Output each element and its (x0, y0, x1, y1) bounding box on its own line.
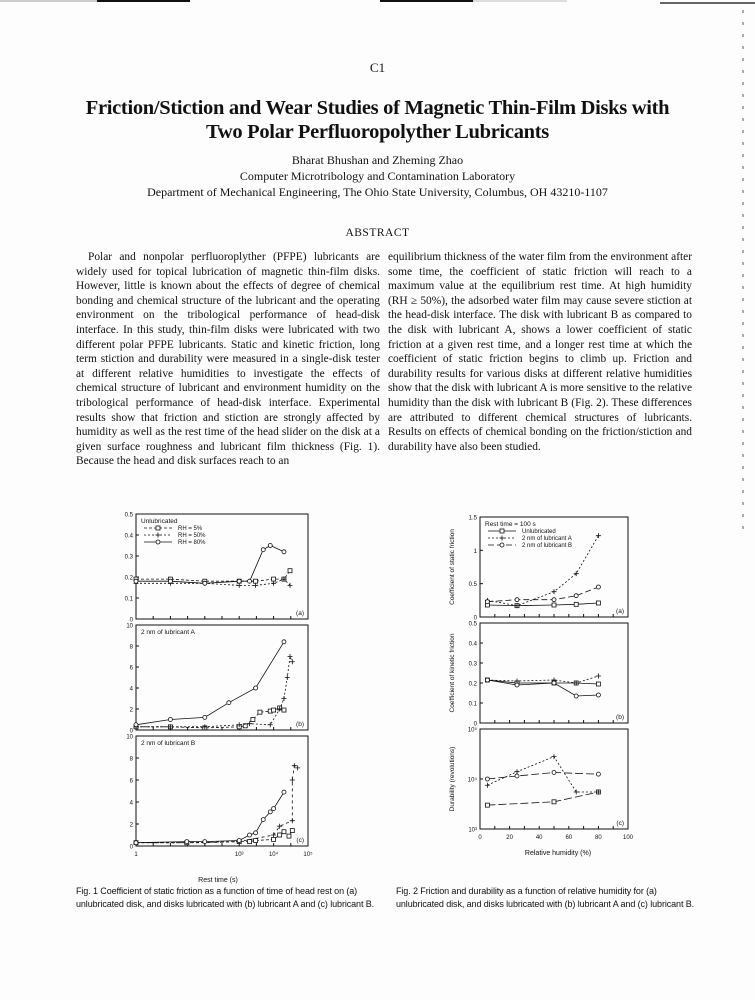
series-line (487, 757, 598, 792)
square-marker-icon (596, 601, 600, 605)
panel-label: (a) (616, 608, 624, 615)
y-tick-label: 0.3 (468, 661, 477, 668)
circle-marker-icon (574, 694, 578, 698)
scan-edge-marks (742, 10, 744, 530)
y-tick-label: 2 (129, 822, 133, 829)
plus-marker-icon (247, 721, 252, 726)
y-tick-label: 0.3 (124, 554, 133, 561)
circle-marker-icon (248, 833, 252, 837)
square-marker-icon (500, 529, 504, 533)
circle-marker-icon (552, 770, 556, 774)
circle-marker-icon (552, 681, 556, 685)
affiliation-lab: Computer Microtribology and Contamination Laboratory (239, 169, 516, 183)
circle-marker-icon (134, 841, 138, 845)
circle-marker-icon (237, 839, 241, 843)
authors: Bharat Bhushan and Zheming Zhao (291, 153, 464, 167)
plus-marker-icon (277, 824, 282, 829)
plot-frame (480, 623, 628, 723)
circle-marker-icon (500, 543, 504, 547)
y-tick-label: 0.2 (468, 681, 477, 688)
circle-marker-icon (237, 579, 241, 583)
square-marker-icon (485, 803, 489, 807)
abstract-column-left (76, 250, 380, 469)
chart-fig1-panel-b (126, 624, 308, 735)
y-tick-label: 10 (126, 734, 133, 741)
y-tick-label: 0 (129, 844, 133, 851)
plus-marker-icon (237, 583, 242, 588)
legend-label: RH = 5% (178, 526, 203, 532)
circle-marker-icon (203, 581, 207, 585)
chart-fig1-panel-c (126, 735, 313, 859)
title-line-1: Friction/Stiction and Wear Studies of Magnetic Thin-Film Disks with (85, 97, 670, 119)
abstract-heading: ABSTRACT (345, 227, 410, 239)
series-line (487, 587, 598, 602)
panel-label: (c) (296, 837, 304, 844)
plus-marker-icon (596, 674, 601, 679)
y-tick-label: 0.2 (124, 575, 133, 582)
y-tick-label: 4 (129, 686, 133, 693)
circle-marker-icon (168, 718, 172, 722)
plus-marker-icon (574, 789, 579, 794)
square-marker-icon (254, 579, 258, 583)
plus-marker-icon (271, 581, 276, 586)
square-marker-icon (282, 830, 286, 834)
circle-marker-icon (485, 600, 489, 604)
y-axis-label: Coefficient of static friction (449, 529, 456, 605)
circle-marker-icon (254, 686, 258, 690)
circle-marker-icon (268, 544, 272, 548)
circle-marker-icon (254, 831, 258, 835)
plus-marker-icon (271, 833, 276, 838)
plus-marker-icon (281, 696, 286, 701)
affiliation-dept: Department of Mechanical Engineering, The Ohio State University, Columbus, OH 43210-1107 (147, 185, 608, 199)
plus-marker-icon (515, 769, 520, 774)
panel-title: 2 nm of lubricant A (141, 629, 195, 636)
plus-marker-icon (288, 583, 293, 588)
plus-marker-icon (292, 763, 297, 768)
plus-marker-icon (156, 533, 161, 538)
circle-marker-icon (282, 790, 286, 794)
square-marker-icon (156, 526, 160, 530)
square-marker-icon (552, 800, 556, 804)
y-tick-label: 4 (129, 800, 133, 807)
chart-fig1-panel-a (125, 513, 308, 624)
plus-marker-icon (290, 818, 295, 823)
x-tick-label: 10³ (234, 852, 244, 858)
plus-marker-icon (295, 765, 300, 770)
y-tick-label: 10 (126, 623, 133, 630)
y-tick-label: 2 (129, 707, 133, 714)
x-tick-label: 0 (478, 835, 482, 841)
x-tick-label: 10⁴ (268, 852, 279, 858)
y-tick-label: 0 (129, 728, 133, 735)
plus-marker-icon (290, 659, 295, 664)
y-tick-label: 0.1 (468, 701, 477, 708)
scan-artifact (0, 0, 97, 2)
circle-marker-icon (272, 807, 276, 811)
paper-title (40, 96, 715, 144)
x-tick-label: 80 (595, 835, 602, 841)
panel-label: (b) (296, 721, 304, 728)
title-line-2: Two Polar Perfluoropolyther Lubricants (206, 121, 549, 143)
circle-marker-icon (515, 774, 519, 778)
square-marker-icon (272, 577, 276, 581)
square-marker-icon (287, 834, 291, 838)
square-marker-icon (574, 602, 578, 606)
y-tick-label: 0 (129, 617, 133, 624)
scan-artifact (473, 0, 567, 2)
series-line (136, 766, 298, 843)
plus-marker-icon (485, 783, 490, 788)
figure-2-caption: Fig. 2 Friction and durability as a function of relative humidity for (a) unlubricated disk, and disks lubricated with (b) lubricant A and (c) lubricant B. (396, 886, 695, 909)
scan-artifact (380, 0, 473, 2)
square-marker-icon (596, 682, 600, 686)
panel-title: Unlubricated (141, 518, 178, 525)
x-tick-label: 60 (565, 835, 573, 841)
panel-label: (b) (616, 714, 624, 721)
series-line (136, 792, 284, 843)
chart-fig2-panel-c (449, 727, 634, 842)
plus-marker-icon (500, 536, 505, 541)
circle-marker-icon (282, 640, 286, 644)
plus-marker-icon (268, 722, 273, 727)
y-axis-label: Coefficient of kinetic friction (449, 633, 456, 713)
x-tick-label: 20 (506, 835, 513, 841)
series-line (487, 773, 598, 780)
series-line (136, 831, 292, 843)
circle-marker-icon (515, 683, 519, 687)
legend-label: 2 nm of lubricant B (522, 543, 573, 549)
square-marker-icon (248, 840, 252, 844)
panel-title: Rest time = 100 s (485, 521, 536, 528)
x-tick-label: 10⁵ (303, 852, 313, 858)
square-marker-icon (282, 708, 286, 712)
plus-marker-icon (285, 675, 290, 680)
abstract-column-right (388, 250, 692, 454)
y-tick-label: 10³ (468, 827, 477, 834)
y-axis-label: Durability (revolutions) (449, 746, 456, 812)
circle-marker-icon (168, 579, 172, 583)
panel-label: (c) (616, 820, 624, 827)
circle-marker-icon (156, 540, 160, 544)
y-tick-label: 10⁴ (467, 777, 477, 784)
square-marker-icon (272, 708, 276, 712)
y-tick-label: 0.1 (124, 596, 133, 603)
author-block (0, 152, 755, 200)
circle-marker-icon (596, 585, 600, 589)
plot-frame (136, 514, 308, 619)
square-marker-icon (272, 837, 276, 841)
x-tick-label: 40 (535, 835, 543, 841)
plus-marker-icon (253, 583, 258, 588)
legend-label: RH = 80% (178, 540, 206, 546)
y-tick-label: 0.4 (124, 533, 133, 540)
plot-frame (480, 729, 628, 829)
y-tick-label: 8 (129, 644, 133, 651)
abstract-paragraph-1: Polar and nonpolar perfluoroplyther (PFPE) lubricants are widely used for topical lubrication of magnetic thin-film disks. However, little is known about the effects of degree of chemical bonding and chemical structure of the lubricant and the operating environment on the tribological performance of head-disk interface. In this study, thin-film disks were lubricated with two different polar PFPE lubricants. Static and kinetic friction, long term stiction and durability were measured in a single-disk tester at different relative humidities to investigate the effects of chemical structure of lubricant and environment humidity on the tribological performance of head-disk interface. Experimental results show that friction and stiction are strongly affected by humidity as well as the rest time of the head slider on the disk at a given surface roughness and lubricant film thickness (Fig. 1). Because the head and disk surfaces reach to an (76, 251, 380, 468)
y-tick-label: 0 (473, 615, 477, 622)
y-tick-label: 0.5 (468, 621, 477, 628)
x-tick-label: 100 (622, 835, 634, 841)
fig1-xlabel: Rest time (s) (198, 877, 238, 884)
y-tick-label: 0.4 (468, 641, 477, 648)
circle-marker-icon (552, 598, 556, 602)
y-tick-label: 0 (473, 721, 477, 728)
x-tick-label: 1 (134, 852, 138, 858)
circle-marker-icon (574, 594, 578, 598)
panel-title: 2 nm of lubricant B (141, 740, 196, 747)
figure-1 (100, 510, 330, 885)
y-tick-label: 1 (473, 548, 477, 555)
square-marker-icon (288, 569, 292, 573)
square-marker-icon (258, 710, 262, 714)
circle-marker-icon (261, 548, 265, 552)
chart-fig2-panel-a (449, 516, 628, 622)
panel-label: (a) (296, 610, 304, 617)
circle-marker-icon (485, 777, 489, 781)
plus-marker-icon (574, 571, 579, 576)
y-tick-label: 1.5 (468, 515, 477, 522)
page-number: C1 (369, 60, 386, 75)
square-marker-icon (254, 839, 258, 843)
circle-marker-icon (261, 818, 265, 822)
circle-marker-icon (596, 693, 600, 697)
abstract-paragraph-2: equilibrium thickness of the water film from the environment after some time, the coefficient of static friction will reach to a maximum value at the equilibrium rest time. At high humidity (RH ≥ 50%), the adsorbed water film may cause severe stiction at the head-disk interface. The disk with lubricant B as compared to the disk with lubricant A, shows a lower coefficient of static friction at a given rest time, and a longer rest time at which the coefficient of static friction begins to climb up. Friction and durability results for various disks at different relative humidities show that the disk with lubricant A is more sensitive to the relative humidity than the disk with lubricant B (Fig. 2). These differences are attributed to different chemical structures of lubricants. Results on effects of chemical bonding on the friction/stiction and durability have also been studied. (388, 251, 692, 453)
plus-marker-icon (552, 754, 557, 759)
circle-marker-icon (227, 701, 231, 705)
square-marker-icon (552, 603, 556, 607)
legend-label: RH = 50% (178, 533, 206, 539)
plus-marker-icon (596, 533, 601, 538)
y-tick-label: 0.5 (468, 582, 477, 589)
fig2-xlabel: Relative humidity (%) (524, 850, 592, 857)
square-marker-icon (278, 833, 282, 837)
y-tick-label: 10⁵ (467, 727, 477, 734)
scan-artifact (660, 2, 755, 4)
figure-1-caption: Fig. 1 Coefficient of static friction as a function of time of head rest on (a) unlubricated disk, and disks lubricated with (b) lubricant A and (c) lubricant B. (76, 886, 375, 909)
circle-marker-icon (268, 810, 272, 814)
circle-marker-icon (203, 840, 207, 844)
chart-fig2-panel-b (449, 622, 628, 728)
circle-marker-icon (515, 598, 519, 602)
square-marker-icon (290, 829, 294, 833)
plus-marker-icon (288, 654, 293, 659)
square-marker-icon (251, 718, 255, 722)
series-line (487, 792, 598, 805)
series-line (487, 680, 598, 696)
figure-2 (440, 515, 660, 865)
series-line (136, 571, 290, 582)
y-tick-label: 0.5 (124, 512, 133, 519)
scan-artifact (97, 0, 190, 2)
y-tick-label: 8 (129, 756, 133, 763)
circle-marker-icon (282, 550, 286, 554)
circle-marker-icon (203, 715, 207, 719)
y-tick-label: 6 (129, 665, 133, 672)
legend-label: 2 nm of lubricant A (522, 536, 572, 542)
y-tick-label: 6 (129, 778, 133, 785)
circle-marker-icon (134, 579, 138, 583)
circle-marker-icon (248, 579, 252, 583)
circle-marker-icon (596, 772, 600, 776)
circle-marker-icon (185, 840, 189, 844)
legend-label: Unlubricated (522, 529, 556, 535)
circle-marker-icon (485, 678, 489, 682)
plus-marker-icon (290, 778, 295, 783)
circle-marker-icon (134, 723, 138, 727)
